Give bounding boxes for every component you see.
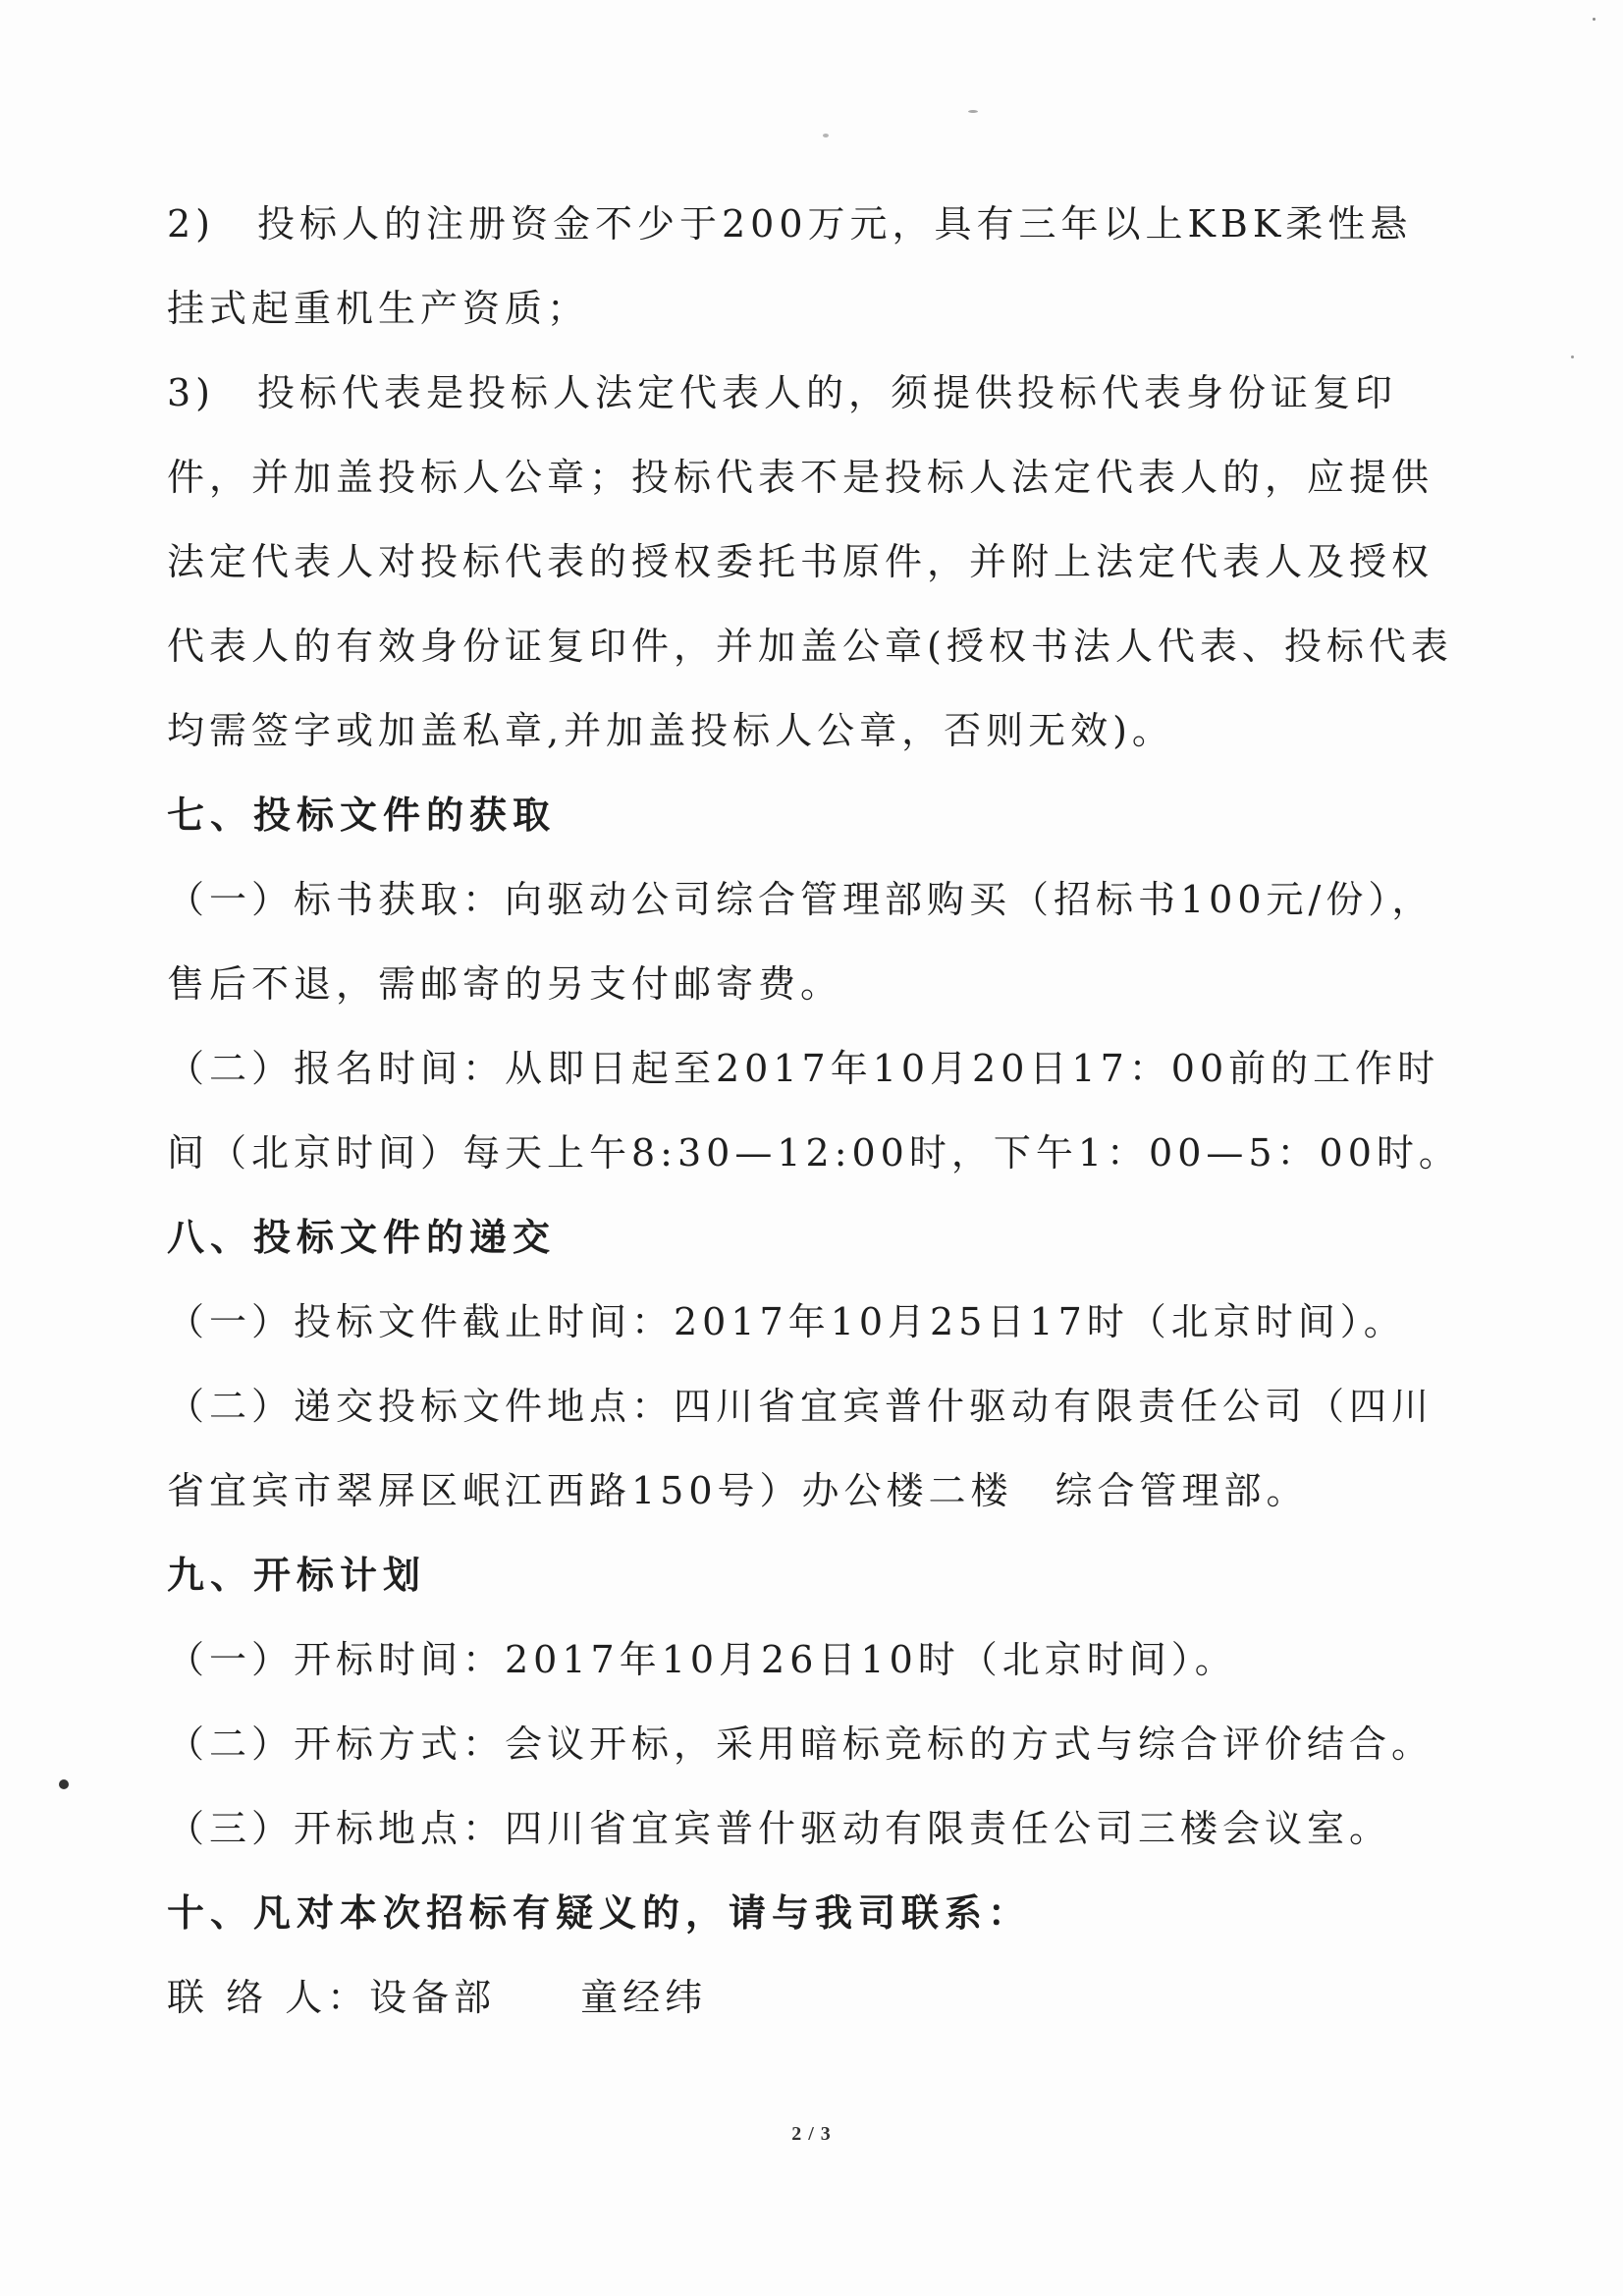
scan-speck (968, 110, 978, 113)
item-3-line-1: 3) 投标代表是投标人法定代表人的，须提供投标代表身份证复印 (167, 371, 1398, 414)
scan-speck (1593, 18, 1596, 21)
section-7-item-2-line-1: （二）报名时间：从即日起至2017年10月20日17：00前的工作时 (167, 1047, 1440, 1090)
section-7-item-1-line-1: （一）标书获取：向驱动公司综合管理部购买（招标书100元/份）， (167, 878, 1434, 921)
item-3-line-5: 均需签字或加盖私章,并加盖投标人公章，否则无效)。 (167, 709, 1174, 752)
page-number: 2 / 3 (791, 2123, 832, 2145)
section-9-item-2: （二）开标方式：会议开标，采用暗标竞标的方式与综合评价结合。 (167, 1722, 1434, 1766)
item-2-line-1: 2) 投标人的注册资金不少于200万元，具有三年以上KBK柔性悬 (167, 202, 1413, 246)
section-7-item-2-line-2: 间（北京时间）每天上午8:30—12:00时，下午1：00—5：00时。 (167, 1131, 1461, 1175)
item-2-line-2: 挂式起重机生产资质； (167, 287, 590, 330)
contact-person: 联 络 人：设备部 童经纬 (167, 1976, 708, 2019)
section-7-heading: 七、投标文件的获取 (167, 793, 557, 837)
section-9-item-1: （一）开标时间：2017年10月26日10时（北京时间）。 (167, 1638, 1237, 1681)
section-9-item-3: （三）开标地点：四川省宜宾普什驱动有限责任公司三楼会议室。 (167, 1807, 1392, 1850)
section-8-item-2-line-1: （二）递交投标文件地点：四川省宜宾普什驱动有限责任公司（四川 (167, 1385, 1434, 1428)
section-8-item-2-line-2: 省宜宾市翠屏区岷江西路150号）办公楼二楼 综合管理部。 (167, 1469, 1309, 1512)
section-8-heading: 八、投标文件的递交 (167, 1216, 557, 1259)
scan-speck (59, 1779, 69, 1789)
item-3-line-2: 件，并加盖投标人公章；投标代表不是投标人法定代表人的，应提供 (167, 456, 1434, 499)
scan-speck (823, 134, 829, 137)
scan-speck (1571, 355, 1574, 358)
section-9-heading: 九、开标计划 (167, 1554, 427, 1597)
section-10-heading: 十、凡对本次招标有疑义的，请与我司联系： (167, 1891, 1032, 1935)
section-7-item-1-line-2: 售后不退，需邮寄的另支付邮寄费。 (167, 962, 843, 1006)
section-8-item-1: （一）投标文件截止时间：2017年10月25日17时（北京时间）。 (167, 1300, 1406, 1343)
item-3-line-3: 法定代表人对投标代表的授权委托书原件，并附上法定代表人及授权 (167, 540, 1434, 583)
item-3-line-4: 代表人的有效身份证复印件，并加盖公章(授权书法人代表、投标代表 (167, 625, 1453, 668)
